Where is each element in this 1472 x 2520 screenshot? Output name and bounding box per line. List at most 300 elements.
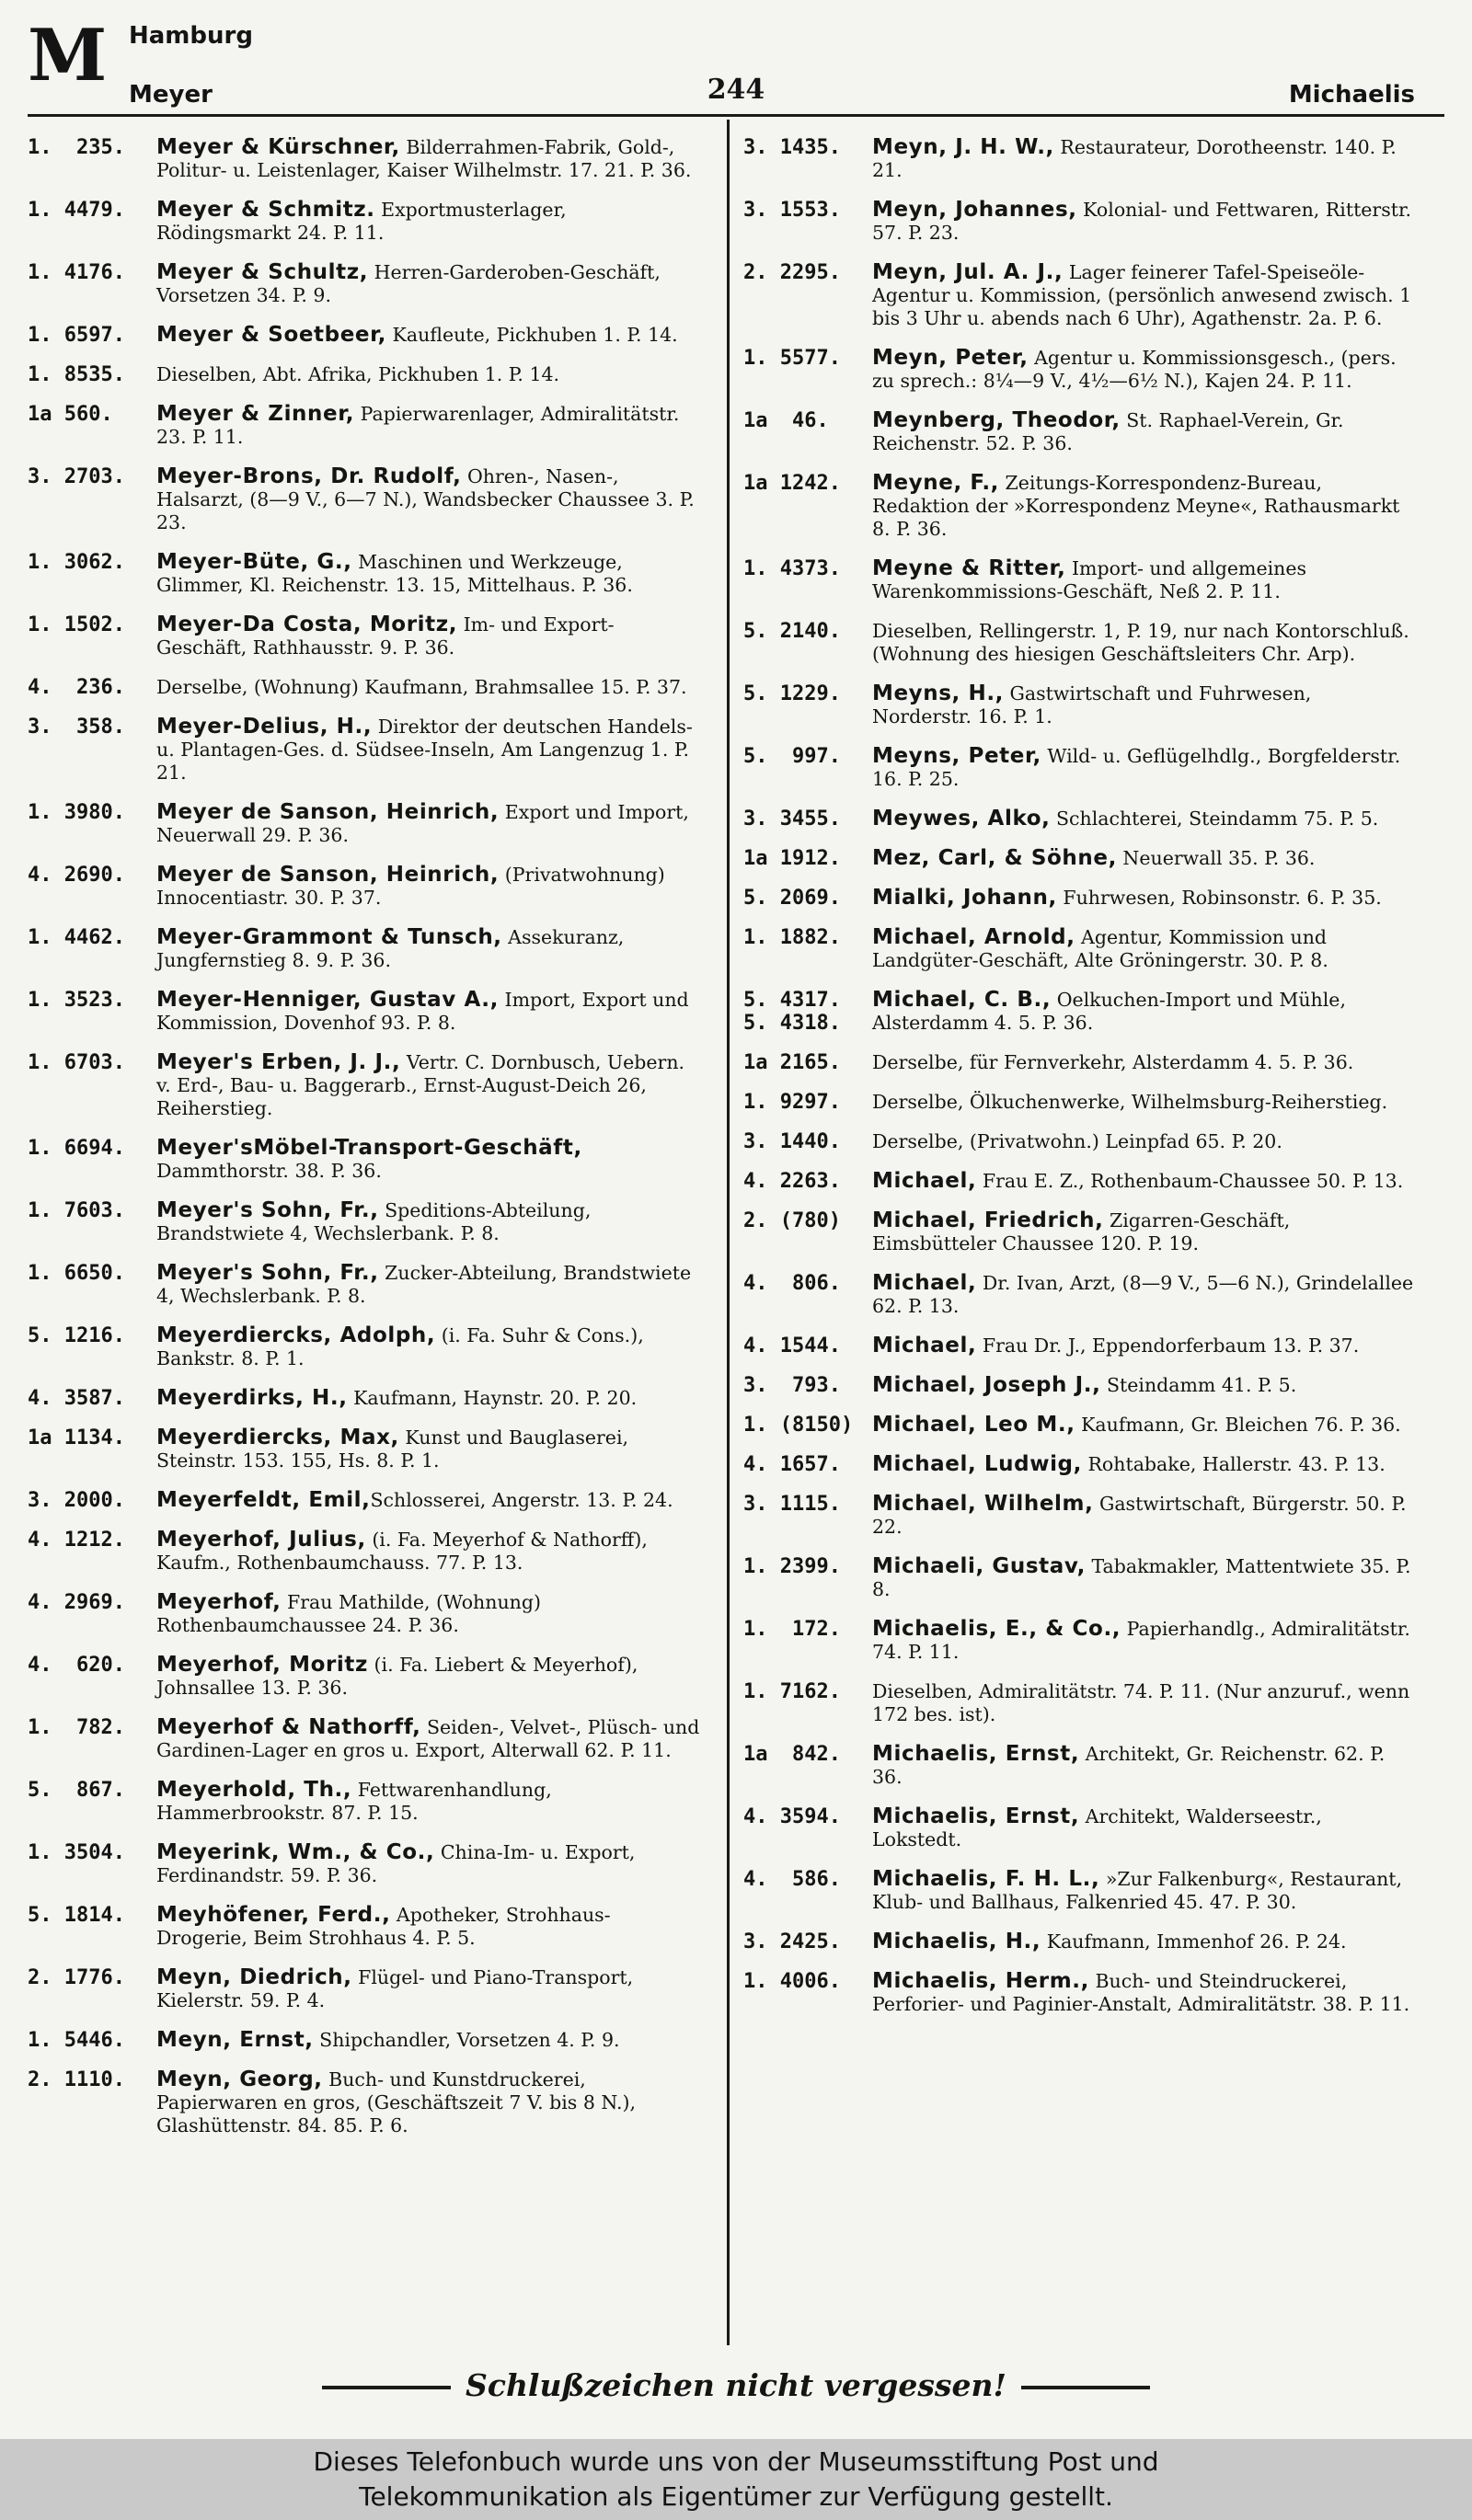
directory-entry (743, 1970, 1415, 2016)
phone-number: 3. 3455. (743, 808, 841, 830)
subscriber-name: Michaelis, E., & Co., (872, 1617, 1121, 1641)
entry-text: Kolonial- und Fettwaren, Ritterstr. 57. P. 23. (872, 199, 1412, 244)
entry-details (872, 409, 1415, 455)
directory-entry (743, 199, 1415, 245)
directory-entry (28, 403, 701, 449)
phone-number: 1a 2165. (743, 1051, 841, 1074)
entry-details (156, 363, 701, 386)
subscriber-name: Michael, Leo M., (872, 1413, 1075, 1437)
entry-details (156, 1262, 701, 1308)
subscriber-name: Meyne, F., (872, 471, 1000, 495)
entry-details (156, 2068, 701, 2137)
entry-details (872, 261, 1415, 330)
directory-entry (743, 1091, 1415, 1114)
entry-details (872, 1091, 1415, 1114)
entry-text: Tabakmakler, Mattentwiete 35. P. 8. (872, 1555, 1411, 1600)
entry-details (156, 261, 701, 307)
directory-entry (743, 847, 1415, 870)
first-entry-word: Meyer (129, 81, 213, 109)
entry-text: (i. Fa. Liebert & Meyerhof), Johnsallee 13. P. 36. (156, 1654, 638, 1699)
page-number: 244 (707, 74, 765, 106)
entry-details (872, 808, 1415, 830)
subscriber-name: Meyer & Soetbeer, (156, 323, 387, 347)
entry-text: Kaufleute, Pickhuben 1. P. 14. (386, 324, 678, 346)
footer-slogan (0, 2367, 1472, 2403)
phone-number: 1. 4479. (28, 199, 125, 222)
subscriber-name: Meyns, H., (872, 682, 1005, 705)
entry-text: Papierwarenlager, Admiralitätstr. 23. P. 11. (156, 403, 680, 448)
entry-details (872, 926, 1415, 972)
phone-number: 5. 2140. (743, 620, 841, 643)
subscriber-name: Meyer & Schmitz. (156, 198, 375, 222)
entry-text: Schlachterei, Steindamm 75. P. 5. (1050, 808, 1379, 830)
entry-text: Export und Import, Neuerwall 29. P. 36. (156, 801, 689, 846)
notice-line-2: Telekommunikation als Eigentümer zur Verfügung gestellt. (359, 2481, 1113, 2512)
phone-number: 4. 236. (28, 676, 125, 699)
entry-details (156, 989, 701, 1035)
phone-number: 1a 842. (743, 1743, 841, 1766)
directory-entry (28, 864, 701, 910)
directory-entry (28, 465, 701, 534)
phone-number: 3. 2703. (28, 465, 125, 488)
directory-entry (28, 363, 701, 386)
entry-text: Fettwarenhandlung, Hammerbrookstr. 87. P. 15. (156, 1779, 552, 1824)
entry-text: Dr. Ivan, Arzt, (8—9 V., 5—6 N.), Grindelallee 62. P. 13. (872, 1272, 1414, 1317)
entry-details (872, 347, 1415, 393)
phone-number: 5. 1216. (28, 1324, 125, 1347)
entry-details (872, 682, 1415, 728)
directory-entry (743, 1805, 1415, 1851)
phone-number: 1. 3062. (28, 551, 125, 574)
entry-details (156, 1137, 701, 1183)
phone-number: 4. 3587. (28, 1387, 125, 1410)
entry-text: Kaufmann, Gr. Bleichen 76. P. 36. (1075, 1414, 1401, 1436)
entry-details (156, 1426, 701, 1472)
entry-text: Lager feinerer Tafel-Speiseöle-Agentur u. Kommission, (persönlich anwesend zwisch. 1 bis 3 Uhr u. abends nach 6 Uhr), Agathenstr. 2a. P. 6. (872, 261, 1412, 329)
entry-text: Restaurateur, Dorotheenstr. 140. P. 21. (872, 136, 1397, 181)
directory-entry (28, 1426, 701, 1472)
directory-entry (743, 1555, 1415, 1601)
subscriber-name: Meyer de Sanson, Heinrich, (156, 800, 500, 824)
subscriber-name: Michael, (872, 1169, 977, 1193)
entry-text: Apotheker, Strohhaus-Drogerie, Beim Strohhaus 4. P. 5. (156, 1904, 611, 1949)
entry-text: Agentur, Kommission und Landgüter-Geschäft, Alte Gröningerstr. 30. P. 8. (872, 926, 1328, 971)
phone-number: 1a 1134. (28, 1426, 125, 1449)
phone-number: 4. 1544. (743, 1334, 841, 1357)
entry-text: Frau Dr. J., Eppendorferbaum 13. P. 37. (976, 1334, 1360, 1357)
phone-number: 3. 1435. (743, 136, 841, 159)
entry-text: »Zur Falkenburg«, Restaurant, Klub- und Ballhaus, Falkenried 45. 47. P. 30. (872, 1868, 1403, 1913)
entry-details (156, 613, 701, 659)
phone-number: 3. 1440. (743, 1130, 841, 1153)
left-column (28, 136, 701, 2154)
entry-details (156, 926, 701, 972)
phone-number: 5. 997. (743, 745, 841, 768)
subscriber-name: Meyer & Zinner, (156, 402, 355, 426)
entry-text: Vertr. C. Dornbusch, Uebern. v. Erd-, Bau- u. Baggerarb., Ernst-August-Deich 26, Reiherstieg. (156, 1051, 685, 1119)
phone-number: 3. 358. (28, 716, 125, 739)
subscriber-name: Meyerhold, Th., (156, 1778, 352, 1802)
subscriber-name: Mialki, Johann, (872, 886, 1057, 910)
column-divider (727, 120, 730, 2345)
entry-details (156, 2029, 701, 2052)
directory-entry (743, 1414, 1415, 1437)
entry-text: Derselbe, (Wohnung) Kaufmann, Brahmsallee 15. P. 37. (156, 676, 687, 698)
subscriber-name: Michael, Arnold, (872, 925, 1075, 949)
directory-entry (743, 1618, 1415, 1664)
entry-details (872, 1051, 1415, 1074)
subscriber-name: Michaelis, F. H. L., (872, 1867, 1100, 1891)
directory-entry (743, 1743, 1415, 1789)
entry-details (156, 716, 701, 785)
directory-entry (28, 1904, 701, 1950)
directory-entry (28, 676, 701, 699)
entry-details (872, 472, 1415, 541)
subscriber-name: Michael, Ludwig, (872, 1452, 1082, 1476)
subscriber-name: Michael, Wilhelm, (872, 1492, 1094, 1516)
entry-text: Fuhrwesen, Robinsonstr. 6. P. 35. (1056, 887, 1382, 909)
entry-text: Gastwirtschaft, Bürgerstr. 50. P. 22. (872, 1493, 1407, 1538)
subscriber-name: Meyns, Peter, (872, 744, 1041, 768)
entry-text: Frau E. Z., Rothenbaum-Chaussee 50. P. 13. (976, 1170, 1404, 1192)
phone-number: 1. 3980. (28, 801, 125, 824)
directory-entry (743, 745, 1415, 791)
entry-text: Exportmusterlager, Rödingsmarkt 24. P. 11. (156, 199, 567, 244)
phone-number: 1. 4462. (28, 926, 125, 949)
directory-entry (28, 2068, 701, 2137)
entry-details (872, 136, 1415, 182)
entry-details (872, 847, 1415, 870)
phone-number: 4. 2969. (28, 1591, 125, 1614)
entry-details (156, 136, 701, 182)
directory-entry (743, 1868, 1415, 1914)
phone-number: 1. 3504. (28, 1841, 125, 1864)
entry-details (872, 1680, 1415, 1726)
phone-number: 2. 1110. (28, 2068, 125, 2091)
phone-number: 1. 4006. (743, 1970, 841, 1993)
subscriber-name: Meyn, Johannes, (872, 198, 1077, 222)
phone-number: 1. 7162. (743, 1680, 841, 1703)
entry-text: Derselbe, für Fernverkehr, Alsterdamm 4. 5. P. 36. (872, 1051, 1354, 1073)
entry-details (156, 1841, 701, 1887)
city-name: Hamburg (129, 22, 253, 50)
directory-entry (743, 926, 1415, 972)
slogan-dash-right (1021, 2386, 1150, 2389)
directory-entry (743, 808, 1415, 830)
directory-entry (743, 1051, 1415, 1074)
entry-details (872, 1493, 1415, 1539)
subscriber-name: Meyerdiercks, Max, (156, 1426, 399, 1449)
entry-text: Dammthorstr. 38. P. 36. (156, 1160, 382, 1182)
phone-number: 3. 2425. (743, 1930, 841, 1953)
entry-details (872, 1374, 1415, 1397)
entry-details (872, 989, 1415, 1035)
phone-number: 2. 2295. (743, 261, 841, 284)
entry-text: China-Im- u. Export, Ferdinandstr. 59. P. 36. (156, 1841, 636, 1886)
subscriber-name: Meyn, Jul. A. J., (872, 260, 1064, 284)
directory-entry (743, 1453, 1415, 1476)
directory-entry (28, 989, 701, 1035)
entry-text: Herren-Garderoben-Geschäft, Vorsetzen 34. P. 9. (156, 261, 661, 306)
entry-details (872, 745, 1415, 791)
entry-text: Kunst und Bauglaserei, Steinstr. 153. 155, Hs. 8. P. 1. (156, 1426, 629, 1472)
entry-text: Buch- und Steindruckerei, Perforier- und Paginier-Anstalt, Admiralitätstr. 38. P. 11. (872, 1970, 1410, 2015)
entry-text: Schlosserei, Angerstr. 13. P. 24. (370, 1489, 673, 1511)
phone-number: 5. 1814. (28, 1904, 125, 1927)
entry-details (872, 1414, 1415, 1437)
notice-line-1: Dieses Telefonbuch wurde uns von der Museumsstiftung Post und (313, 2446, 1159, 2477)
directory-entry (28, 1779, 701, 1825)
entry-text: Architekt, Walderseestr., Lokstedt. (872, 1805, 1322, 1850)
subscriber-name: Michaelis, H., (872, 1930, 1041, 1953)
slogan-text: Schlußzeichen nicht vergessen! (466, 2367, 1006, 2403)
entry-text: (Privatwohnung) Innocentiastr. 30. P. 37. (156, 864, 665, 909)
entry-details (156, 1324, 701, 1370)
phone-number: 1. 4176. (28, 261, 125, 284)
phone-number: 2. 1776. (28, 1966, 125, 1989)
entry-text: Frau Mathilde, (Wohnung) Rothenbaumchaussee 24. P. 36. (156, 1591, 541, 1636)
phone-number: 1. 6694. (28, 1137, 125, 1160)
directory-entry (28, 1199, 701, 1245)
directory-entry (743, 887, 1415, 910)
directory-entry (28, 716, 701, 785)
entry-text: Bilderrahmen-Fabrik, Gold-, Politur- u. Leistenlager, Kaiser Wilhelmstr. 17. 21. P. 36. (156, 136, 692, 181)
directory-entry (743, 1493, 1415, 1539)
entry-details (872, 1970, 1415, 2016)
subscriber-name: Michaelis, Herm., (872, 1969, 1089, 1993)
entry-details (872, 1272, 1415, 1318)
directory-entry (743, 620, 1415, 666)
subscriber-name: Meyer-Delius, H., (156, 715, 373, 739)
entry-text: Buch- und Kunstdruckerei, Papierwaren en gros, (Geschäftszeit 7 V. bis 8 N.), Glashüttenstr. 84. 85. P. 6. (156, 2068, 637, 2136)
directory-entry (28, 1529, 701, 1575)
entry-text: Import, Export und Kommission, Dovenhof 93. P. 8. (156, 989, 689, 1034)
entry-details (156, 324, 701, 347)
entry-text: Seiden-, Velvet-, Plüsch- und Gardinen-Lager en gros u. Export, Alterwall 62. P. 11. (156, 1716, 700, 1761)
entry-details (156, 1387, 701, 1410)
phone-number: 1. (8150) (743, 1414, 854, 1437)
phone-number: 1. 4373. (743, 557, 841, 580)
directory-entry (743, 1272, 1415, 1318)
phone-number: 1. 8535. (28, 363, 125, 386)
directory-entry (743, 557, 1415, 603)
phone-number: 1a 46. (743, 409, 829, 432)
subscriber-name: Meyer's Erben, J. J., (156, 1050, 401, 1074)
entry-text: Zigarren-Geschäft, Eimsbütteler Chaussee 120. P. 19. (872, 1209, 1291, 1254)
subscriber-name: Meynberg, Theodor, (872, 408, 1121, 432)
directory-entry (743, 682, 1415, 728)
subscriber-name: Meyerdiercks, Adolph, (156, 1323, 436, 1347)
subscriber-name: Michaeli, Gustav, (872, 1554, 1086, 1578)
entry-text: Dieselben, Admiralitätstr. 74. P. 11. (Nur anzuruf., wenn 172 bes. ist). (872, 1680, 1410, 1725)
subscriber-name: Meyerfeldt, Emil, (156, 1488, 371, 1512)
phone-number: 4. 2690. (28, 864, 125, 887)
entry-text: Neuerwall 35. P. 36. (1116, 847, 1316, 869)
directory-entry (28, 1654, 701, 1700)
phone-number: 1. 6597. (28, 324, 125, 347)
directory-entry (28, 613, 701, 659)
phone-number: 1. 235. (28, 136, 125, 159)
subscriber-name: Meyn, Ernst, (156, 2028, 314, 2052)
entry-details (156, 1716, 701, 1762)
subscriber-name: Meyne & Ritter, (872, 556, 1066, 580)
phone-number: 1. 5577. (743, 347, 841, 370)
directory-entry (28, 1489, 701, 1512)
directory-entry (28, 261, 701, 307)
subscriber-name: Michael, Friedrich, (872, 1208, 1104, 1232)
subscriber-name: Michaelis, Ernst, (872, 1742, 1080, 1766)
phone-number: 1a 560. (28, 403, 113, 426)
phone-number: 1. 3523. (28, 989, 125, 1012)
phone-number: 4. 1657. (743, 1453, 841, 1476)
phone-number: 1. 2399. (743, 1555, 841, 1578)
last-entry-word: Michaelis (1288, 81, 1415, 109)
entry-details (156, 1051, 701, 1120)
entry-details (156, 403, 701, 449)
entry-text: Ohren-, Nasen-, Halsarzt, (8—9 V., 6—7 N.), Wandsbecker Chaussee 3. P. 23. (156, 465, 695, 533)
phone-number: 1. 6703. (28, 1051, 125, 1074)
subscriber-name: Meyer-Da Costa, Moritz, (156, 613, 458, 636)
directory-entry (28, 1716, 701, 1762)
entry-text: Direktor der deutschen Handels- u. Plantagen-Ges. d. Südsee-Inseln, Am Langenzug 1. P. 21. (156, 716, 693, 784)
subscriber-name: Meyerhof, (156, 1590, 282, 1614)
subscriber-name: Meyer-Brons, Dr. Rudolf, (156, 464, 462, 488)
entry-details (156, 551, 701, 597)
phone-number: 1. 1882. (743, 926, 841, 949)
directory-entry (743, 989, 1415, 1035)
subscriber-name: Meyn, Georg, (156, 2068, 323, 2091)
entry-text: Import- und allgemeines Warenkommissions-Geschäft, Neß 2. P. 11. (872, 557, 1307, 602)
entry-text: Flügel- und Piano-Transport, Kielerstr. 59. P. 4. (156, 1966, 634, 2011)
directory-entry (743, 136, 1415, 182)
phone-number: 5. 867. (28, 1779, 125, 1802)
entry-text: Kaufmann, Immenhof 26. P. 24. (1041, 1930, 1347, 1953)
entry-details (872, 199, 1415, 245)
phone-number: 1. 782. (28, 1716, 125, 1739)
entry-text: Steindamm 41. P. 5. (1100, 1374, 1297, 1396)
entry-details (156, 1779, 701, 1825)
entry-text: Architekt, Gr. Reichenstr. 62. P. 36. (872, 1743, 1386, 1788)
entry-text: Derselbe, Ölkuchenwerke, Wilhelmsburg-Reiherstieg. (872, 1091, 1388, 1113)
entry-text: (i. Fa. Meyerhof & Nathorff), Kaufm., Rothenbaumchauss. 77. P. 13. (156, 1529, 648, 1574)
entry-details (156, 864, 701, 910)
subscriber-name: Michael, C. B., (872, 988, 1052, 1012)
phone-number: 4. 806. (743, 1272, 841, 1295)
directory-entry (28, 801, 701, 847)
subscriber-name: Meyer-Henniger, Gustav A., (156, 988, 499, 1012)
entry-text: Speditions-Abteilung, Brandstwiete 4, Wechslerbank. P. 8. (156, 1199, 592, 1244)
entry-details (872, 1453, 1415, 1476)
entry-text: Rohtabake, Hallerstr. 43. P. 13. (1081, 1453, 1386, 1475)
phone-number: 1. 6650. (28, 1262, 125, 1285)
entry-text: Dieselben, Rellingerstr. 1, P. 19, nur nach Kontorschluß. (Wohnung des hiesigen Geschäftsleiters Chr. Arp). (872, 620, 1409, 665)
directory-entry (28, 1137, 701, 1183)
phone-number: 3. 1115. (743, 1493, 841, 1516)
directory-entry (28, 1591, 701, 1637)
phone-number: 1a 1912. (743, 847, 841, 870)
entry-details (872, 1743, 1415, 1789)
subscriber-name: Meyer-Büte, G., (156, 550, 352, 574)
phone-number: 3. 1553. (743, 199, 841, 222)
subscriber-name: Meyer'sMöbel-Transport-Geschäft, (156, 1136, 582, 1160)
subscriber-name: Meyn, Peter, (872, 346, 1029, 370)
entry-details (872, 1930, 1415, 1953)
entry-details (872, 1209, 1415, 1255)
entry-details (156, 801, 701, 847)
directory-entry (743, 347, 1415, 393)
entry-text: (i. Fa. Suhr & Cons.), Bankstr. 8. P. 1. (156, 1324, 644, 1369)
entry-details (872, 1618, 1415, 1664)
entry-text: Assekuranz, Jungfernstieg 8. 9. P. 36. (156, 926, 625, 971)
subscriber-name: Michaelis, Ernst, (872, 1804, 1080, 1828)
entry-text: Dieselben, Abt. Afrika, Pickhuben 1. P. 14. (156, 363, 560, 385)
entry-details (156, 1591, 701, 1637)
directory-entry (743, 1130, 1415, 1153)
phone-number: 1. 1502. (28, 613, 125, 636)
phone-number: 1. 9297. (743, 1091, 841, 1114)
directory-entry (743, 1930, 1415, 1953)
entry-text: Zeitungs-Korrespondenz-Bureau, Redaktion der »Korrespondenz Meyne«, Rathausmarkt 8. P. 36. (872, 472, 1400, 540)
entry-details (156, 1489, 701, 1512)
subscriber-name: Meyer & Kürschner, (156, 135, 400, 159)
directory-entry (28, 926, 701, 972)
phone-number: 5. 2069. (743, 887, 841, 910)
phone-number: 4. 1212. (28, 1529, 125, 1552)
directory-entry (743, 1209, 1415, 1255)
subscriber-name: Michael, (872, 1334, 977, 1357)
phone-number: 2. (780) (743, 1209, 841, 1232)
subscriber-name: Meywes, Alko, (872, 807, 1051, 830)
subscriber-name: Meyer & Schultz, (156, 260, 369, 284)
entry-text: Wild- u. Geflügelhdlg., Borgfelderstr. 16. P. 25. (872, 745, 1401, 790)
directory-entry (28, 2029, 701, 2052)
subscriber-name: Mez, Carl, & Söhne, (872, 846, 1117, 870)
subscriber-name: Meyn, J. H. W., (872, 135, 1054, 159)
subscriber-name: Michael, (872, 1271, 977, 1295)
phone-number: 3. 793. (743, 1374, 841, 1397)
phone-number: 4. 3594. (743, 1805, 841, 1828)
subscriber-name: Meyer de Sanson, Heinrich, (156, 863, 500, 887)
phone-number: 1. 172. (743, 1618, 841, 1641)
directory-entry (28, 1387, 701, 1410)
directory-entry (28, 1262, 701, 1308)
subscriber-name: Meyerhof & Nathorff, (156, 1715, 421, 1739)
entry-text: Zucker-Abteilung, Brandstwiete 4, Wechslerbank. P. 8. (156, 1262, 692, 1307)
section-letter: M (28, 14, 108, 97)
directory-entry (743, 1680, 1415, 1726)
subscriber-name: Meyer's Sohn, Fr., (156, 1198, 379, 1222)
directory-entry (743, 1374, 1415, 1397)
directory-entry (28, 551, 701, 597)
entry-text: Oelkuchen-Import und Mühle, Alsterdamm 4. 5. P. 36. (872, 989, 1346, 1034)
directory-entry (28, 1966, 701, 2012)
entry-text: Agentur u. Kommissionsgesch., (pers. zu sprech.: 8¼—9 V., 4½—6½ N.), Kajen 24. P. 11. (872, 347, 1397, 392)
phone-number: 5. 4317. 5. 4318. (743, 989, 841, 1035)
entry-details (872, 557, 1415, 603)
phone-number: 5. 1229. (743, 682, 841, 705)
directory-entry (28, 1051, 701, 1120)
phone-number: 3. 2000. (28, 1489, 125, 1512)
entry-text: Maschinen und Werkzeuge, Glimmer, Kl. Reichenstr. 13. 15, Mittelhaus. P. 36. (156, 551, 633, 596)
phone-number: 4. 586. (743, 1868, 841, 1891)
entry-details (156, 676, 701, 699)
directory-entry (743, 1170, 1415, 1193)
entry-details (156, 1966, 701, 2012)
directory-entry (743, 409, 1415, 455)
subscriber-name: Michael, Joseph J., (872, 1373, 1101, 1397)
entry-text: Im- und Export-Geschäft, Rathhausstr. 9. P. 36. (156, 613, 615, 659)
header-rule (28, 114, 1444, 117)
